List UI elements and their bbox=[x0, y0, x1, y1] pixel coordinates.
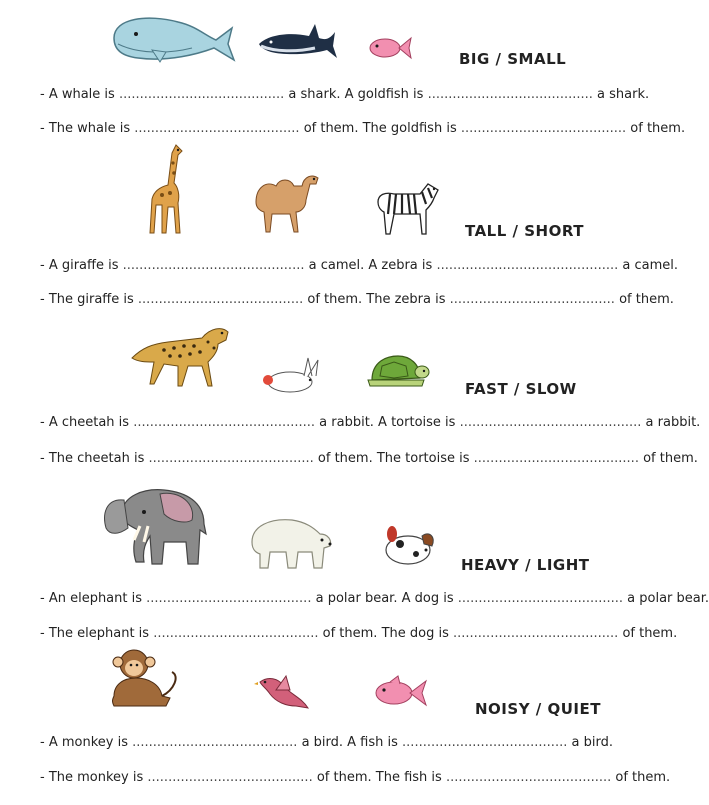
section-heading: NOISY / QUIET bbox=[475, 700, 601, 718]
bird-image bbox=[256, 672, 312, 712]
answer-blank[interactable]: ........................................ bbox=[132, 735, 298, 750]
sentence-text: - A cheetah is bbox=[40, 415, 130, 430]
sentence-text: a camel. bbox=[622, 258, 679, 273]
answer-blank[interactable]: ........................................ bbox=[137, 292, 304, 307]
sentence-text: a bird. A fish is bbox=[301, 735, 398, 750]
sentence-line bbox=[40, 591, 709, 606]
sentence-text: a rabbit. bbox=[645, 415, 701, 430]
camel-image bbox=[250, 168, 322, 234]
tortoise-image bbox=[364, 352, 430, 392]
answer-blank[interactable]: ........................................ bbox=[449, 292, 615, 307]
sentence-text: a polar bear. bbox=[627, 591, 709, 606]
answer-blank[interactable]: ........................................ bbox=[453, 626, 619, 641]
answer-blank[interactable]: ........................................ bbox=[134, 121, 300, 136]
section-heading: TALL / SHORT bbox=[465, 222, 584, 240]
sentence-line bbox=[40, 258, 678, 273]
answer-blank[interactable]: ........................................ bbox=[148, 451, 314, 466]
sentence-line bbox=[40, 121, 685, 136]
sentence-text: of them. The goldfish is bbox=[303, 121, 457, 136]
answer-blank[interactable]: ........................................ bbox=[153, 626, 319, 641]
shark-image bbox=[257, 20, 339, 62]
answer-blank[interactable]: ............................................ bbox=[122, 258, 305, 273]
sentence-line bbox=[40, 451, 698, 466]
sentence-text: of them. bbox=[630, 121, 686, 136]
sentence-text: - The giraffe is bbox=[40, 292, 134, 307]
answer-blank[interactable]: ........................................ bbox=[118, 87, 285, 102]
answer-blank[interactable]: ........................................ bbox=[402, 735, 568, 750]
sentence-line bbox=[40, 87, 649, 102]
sentence-text: a shark. A goldfish is bbox=[288, 87, 424, 102]
answer-blank[interactable]: ........................................ bbox=[147, 770, 313, 785]
sentence-text: of them. The fish is bbox=[316, 770, 442, 785]
answer-blank[interactable]: ............................................ bbox=[459, 415, 642, 430]
sentence-line bbox=[40, 770, 670, 785]
answer-blank[interactable]: ............................................ bbox=[133, 415, 316, 430]
sentence-text: of them. bbox=[619, 292, 674, 307]
sentence-text: a camel. A zebra is bbox=[308, 258, 433, 273]
section-heading: FAST / SLOW bbox=[465, 380, 577, 398]
sentence-text: - The cheetah is bbox=[40, 451, 145, 466]
dog-image bbox=[378, 522, 436, 568]
giraffe-image bbox=[148, 143, 190, 237]
sentence-line bbox=[40, 735, 613, 750]
sentence-text: of them. bbox=[615, 770, 671, 785]
sentence-text: a rabbit. A tortoise is bbox=[319, 415, 456, 430]
rabbit-image bbox=[258, 356, 322, 394]
answer-blank[interactable]: ........................................ bbox=[427, 87, 593, 102]
sentence-text: a bird. bbox=[571, 735, 613, 750]
monkey-image bbox=[104, 646, 182, 710]
fish-image bbox=[372, 676, 428, 710]
cheetah-image bbox=[128, 318, 234, 390]
sentence-text: of them. The tortoise is bbox=[317, 451, 470, 466]
sentence-text: - A whale is bbox=[40, 87, 115, 102]
sentence-text: of them. bbox=[643, 451, 698, 466]
answer-blank[interactable]: ........................................ bbox=[460, 121, 627, 136]
sentence-text: of them. The zebra is bbox=[307, 292, 446, 307]
sentence-text: - An elephant is bbox=[40, 591, 143, 606]
sentence-text: - The elephant is bbox=[40, 626, 150, 641]
sentence-line bbox=[40, 415, 700, 430]
sentence-text: - The whale is bbox=[40, 121, 131, 136]
answer-blank[interactable]: ........................................ bbox=[457, 591, 624, 606]
section-heading: BIG / SMALL bbox=[459, 50, 567, 68]
answer-blank[interactable]: ........................................ bbox=[473, 451, 639, 466]
goldfish-image bbox=[367, 34, 413, 62]
sentence-line bbox=[40, 626, 677, 641]
section-heading: HEAVY / LIGHT bbox=[461, 556, 590, 574]
sentence-text: of them. bbox=[622, 626, 678, 641]
sentence-text: of them. The dog is bbox=[322, 626, 449, 641]
elephant-image bbox=[100, 484, 212, 568]
sentence-text: - The monkey is bbox=[40, 770, 144, 785]
whale-image bbox=[108, 10, 236, 66]
answer-blank[interactable]: ........................................ bbox=[146, 591, 312, 606]
sentence-text: a shark. bbox=[597, 87, 650, 102]
sentence-text: a polar bear. A dog is bbox=[315, 591, 454, 606]
answer-blank[interactable]: ........................................ bbox=[445, 770, 612, 785]
zebra-image bbox=[372, 180, 440, 236]
sentence-text: - A monkey is bbox=[40, 735, 128, 750]
sentence-line bbox=[40, 292, 674, 307]
sentence-text: - A giraffe is bbox=[40, 258, 119, 273]
polar-bear-image bbox=[248, 512, 334, 570]
answer-blank[interactable]: ............................................ bbox=[436, 258, 619, 273]
